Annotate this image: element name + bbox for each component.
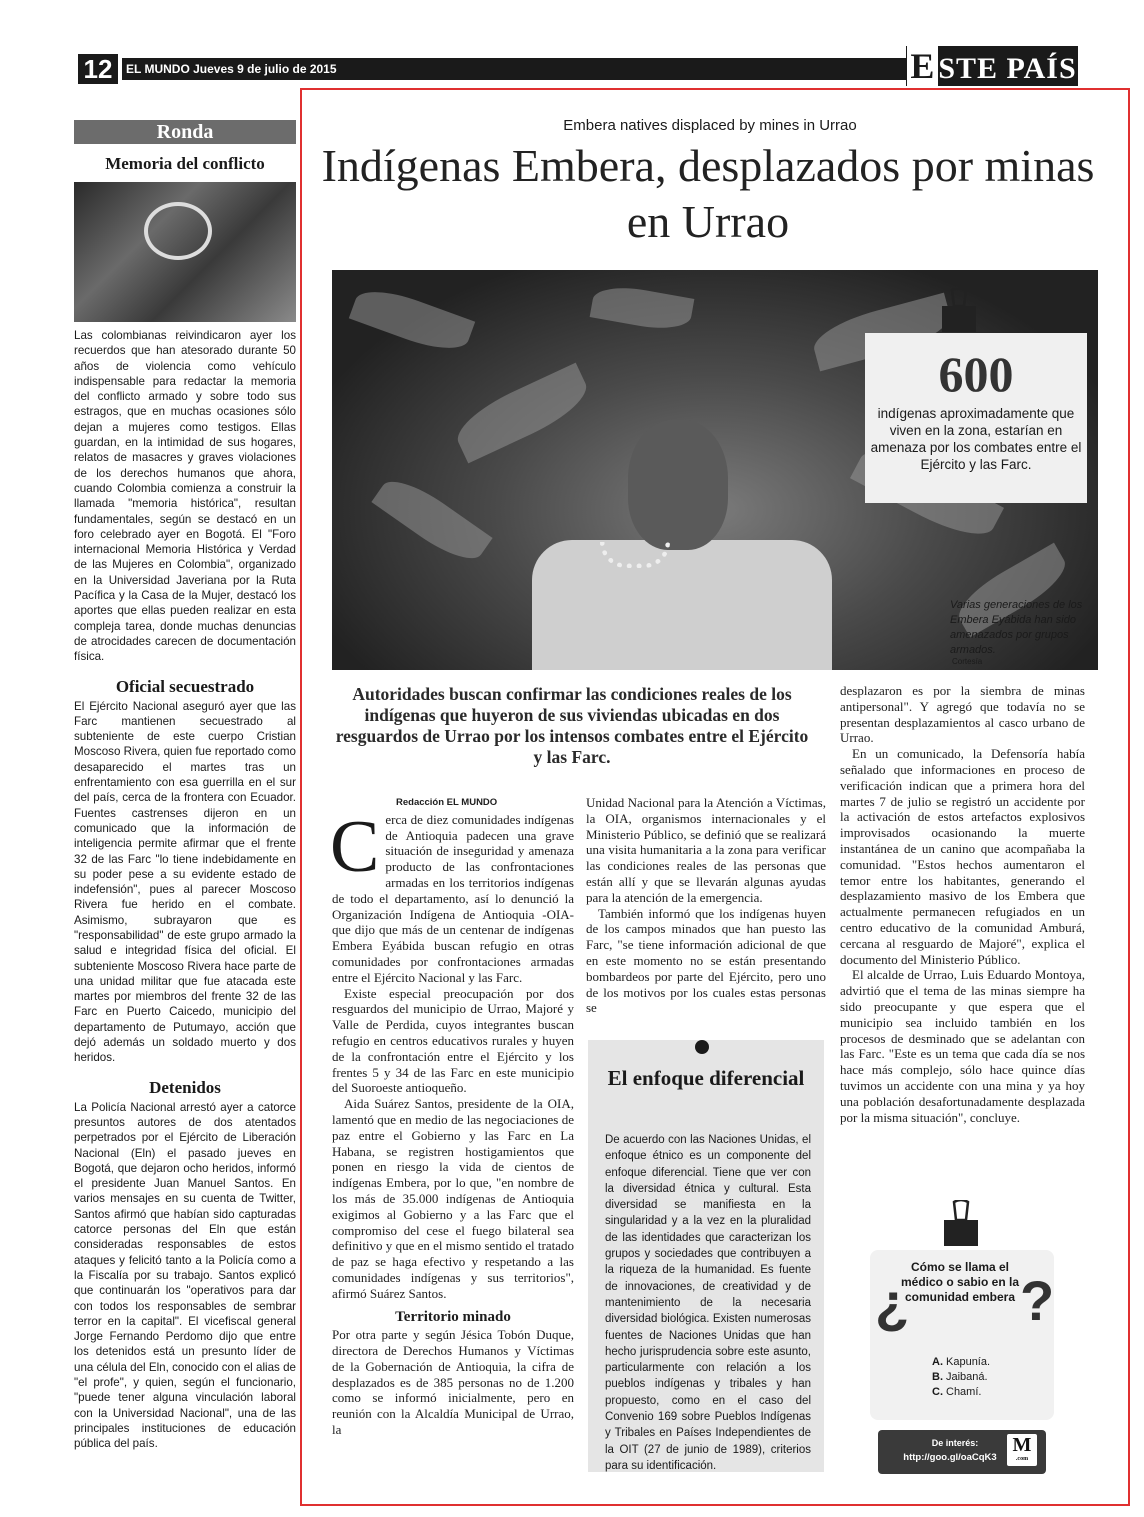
article-headline: Indígenas Embera, desplazados por minas en Urrao [321, 140, 1095, 247]
sidebar-text: De acuerdo con las Naciones Unidas, el enfoque étnico es un componente del enfoque diferencial. Tiene que ver con la diversidad étnica y cultural. Esta diversidad se manifiesta en la singularidad y a la vez en la pluralidad de las identidades que caracterizan los grupos y sociedades que contribuyen a la riqueza de la humanidad. Es fuente de innovaciones, de creatividad y de mantenimiento de la necesaria diversidad biológica. Existen numerosas fuentes de Naciones Unidas que han hecho jurisprudencia sobre este asunto, particularmente con relación a los pueblos indígenas y tribales y han propuesto, como en el caso del Convenio 169 sobre Pueblos Indígenas y Tribales en Países Independientes de la OIT (27 de junio de 1989), criterios para su identificación. [605, 1134, 811, 1472]
article-paragraph: desplazaron es por la siembra de minas antipersonal". Y agregó que todavía no se presentan desplazamientos al casco urbano de Urrao. [840, 683, 1085, 746]
stat-number: 600 [938, 346, 1014, 402]
left-heading-detenidos: Detenidos [149, 1077, 221, 1097]
quiz-options [932, 1355, 990, 1400]
sidebar-title: El enfoque diferencial [607, 1066, 805, 1090]
article-paragraph: En un comunicado, la Defensoría había señalado que informaciones en proceso de verificación indican que a primera hora del martes 7 de julio se registró un accidente por la activación de estos artefactos explosivos improvisados ocasionando la muerte instantánea de un canino que acompañaba la comunidad. "Estos hechos aumentaron el temor entre los habitantes, generando el desplazamiento masivo de los Embera que actualmente permanecen refugiados en un centro educativo de la comunidad Amburá, cercana al resguardo de Majoré", explica el documento del Ministerio Público. [840, 746, 1085, 967]
quiz-option: A. Kapunía. [932, 1356, 991, 1368]
left-heading-oficial: Oficial secuestrado [115, 676, 255, 696]
question-mark-close-icon: ? [1020, 1269, 1055, 1332]
question-mark-open-icon: ¿ [875, 1271, 910, 1334]
article-deck: Autoridades buscan confirmar las condiciones reales de los indígenas que huyeron de sus viviendas ubicadas en dos resguardos de Urrao por los intensos combates entre el Ejército y las Farc. [335, 684, 809, 767]
ronda-banner: Ronda [74, 120, 296, 144]
article-paragraph: Aida Suárez Santos, presidente de la OIA, lamentó que en medio de las negociaciones de paz entre el Gobierno y las Farc en La Habana, se registren hostigamientos que ponen en riesgo la vida de cientos de indígenas Embera, por lo que, "en nombre de los más de 35.000 indígenas de Antioquia exigimos al Gobierno y a las Farc que el compromiso del cese el fuego bilateral sea definitivo y que en el mismo sentido el tratado de paz se haga efectivo y respetando a las comunidades indígenas y sus territorios", afirmó Suárez Santos. [332, 1096, 574, 1301]
left-paragraph-detenidos: La Policía Nacional arrestó ayer a catorce presuntos autores de dos atentados perpetrados por el Ejército de Liberación Nacional (Eln) el pasado jueves en Bogotá, que dejaron ocho heridos, informó el presidente Juan Manuel Santos. En varios mensajes en su cuenta de Twitter, Santos afirmó que habían sido capturadas catorce personas del Eln que están consideradas responsables de estos ataques y felicitó tanto a la Policía como a la Fiscalía por su trabajo. Santos explicó que continuarán los "operativos para dar con todos los responsables de sembrar terror en la capital". El vicefiscal general Jorge Fernando Perdomo dijo que entre los detenidos está un presunto líder de una célula del Eln, conocido con el alias de "el profe", y quien, según el funcionario, "puede tener alguna vinculación laboral con la Universidad Nacional", una de las principales instituciones de educación pública del país. [74, 1100, 296, 1451]
stat-description: indígenas aproximadamente que viven en la zona, estarían en amenaza por los combates entre el Ejército y las Farc. [870, 406, 1082, 472]
left-column [74, 120, 296, 1451]
article-kicker: Embera natives displaced by mines in Urrao [563, 117, 857, 134]
logo-letter: M [1012, 1434, 1032, 1456]
subhead-territorio: Territorio minado [395, 1308, 511, 1325]
byline: Redacción EL MUNDO [396, 797, 498, 808]
left-heading-memoria: Memoria del conflicto [105, 154, 265, 173]
article-paragraph: También informó que los indígenas huyen de los campos minados que han puesto las Farc, "se tiene información adicional de que en este momento no se están presentando bombardeos por parte del Ejército, pero uno de los motivos por los cuales estas personas se [586, 905, 826, 1016]
article-paragraph: erca de diez comunidades indígenas de Antioquia padecen una grave situación de inseguridad y amenaza producto de las confrontaciones armadas en los territorios indígenas de todo el departamento, así lo denunció la Organización Indígena de Antioquia -OIA- que dijo que más de un centenar de indígenas Embera Eyábida buscan refugio en otras comunidades por confrontaciones armadas entre el Ejército Nacional y las Farc. [332, 811, 574, 985]
bullet-dot-icon [695, 1040, 709, 1054]
link-url[interactable]: http://goo.gl/oaCqK3 [903, 1452, 997, 1463]
article-paragraph: Por otra parte y según Jésica Tobón Duque, directora de Derechos Humanos y Víctimas de la Gobernación de Antioquia, la cifra de desplazados es de 385 personas no de 1.200 como se informó inicialmente, pero en reunión con la Alcaldía Municipal de Urrao, la [332, 1327, 574, 1438]
el-mundo-logo [1007, 1434, 1037, 1466]
page-header [78, 46, 1078, 86]
section-name: STE PAÍS [938, 52, 1077, 85]
quiz-question: Cómo se llama el médico o sabio en la comunidad embera [900, 1260, 1020, 1304]
masthead-text: EL MUNDO Jueves 9 de julio de 2015 [126, 62, 337, 76]
article-paragraph: Unidad Nacional para la Atención a Víctimas, la OIA, organismos internacionales y el Ministerio Público, se definió que se realizará una visita humanitaria a la zona para verificar las condiciones reales de las personas que están allí y que se llevarán algunas ayudas para la atención de la emergencia. [586, 795, 826, 905]
logo-suffix: .com [1015, 1456, 1029, 1462]
article-paragraph: El alcalde de Urrao, Luis Eduardo Montoya, advirtió que el tema de las minas siempre ha sido preocupante y que espera que el municipio sea incluido también en los procesos de desminado que se adelantan con las Farc. "Este es un tema que cada día se nos hace más complejo, sólo hace quince días tuvimos un accidente con una mina y ya hoy una población desafortunadamente desplazada por la misma situación", concluye. [840, 967, 1085, 1125]
binder-clip-icon [938, 288, 980, 334]
page-number: 12 [78, 54, 118, 84]
photo-caption: Varias generaciones de los Embera Eyábida han sido amenazados por grupos armados. [950, 599, 1083, 656]
left-paragraph-memoria: Las colombianas reivindicaron ayer los recuerdos que han atesorado durante 50 años de violencia como vehículo indispensable para redactar la memoria del conflicto armado y sobre todo sus estragos, que en muchas ocasiones sólo dejan a mujeres como testigos. Ellas guardan, en la intimidad de sus hogares, relatos de masacres y graves violaciones de los derechos humanos que ahora, cuando Colombia comienza a construir la llamada "memoria histórica", resultan fundamentales, según se destacó en un foro celebrado ayer en Bogotá. El "Foro internacional Memoria Histórica y Verdad de las Mujeres en Colombia", organizado en la Universidad Javeriana por la Ruta Pacífica y la Casa de la Mujer, destacó los aportes que ellas pueden realizar en esta compleja tarea, donde muchas denuncias de atrocidades carecen de documentación física. [74, 329, 296, 664]
left-paragraph-oficial: El Ejército Nacional aseguró ayer que las Farc mantienen secuestrado al subteniente de este cuerpo Cristian Moscoso Rivera, quien fue reportado como desaparecido el martes tras un enfrentamiento con esa guerrilla en el sur del país, cerca de la frontera con Ecuador. Fuentes castrenses dijeron en un comunicado que la información de inteligencia permite afirmar que el frente 32 de las Farc "lo tiene indebidamente en su poder pese a su evidente estado de indefensión", pues al parecer Moscoso Rivera fue herido en el combate. Asimismo, subrayaron que es "responsabilidad" de este grupo armado la salud e integridad física del oficial. El subteniente Moscoso Rivera hace parte de una unidad militar que fue atacada este martes por miembros del frente 32 de las Farc en Puerto Caicedo, municipio del departamento de Putumayo, acción que dejó además un soldado muerto y dos heridos. [74, 699, 296, 1065]
photo-credit: Cortesía [952, 657, 983, 666]
article-paragraph: Existe especial preocupación por dos resguardos del municipio de Urrao, Majoré y Valle de Perdida, cuyos integrantes buscan refugio en centros educativos rurales y huyen de la confrontación entre el Ejército y los frentes 5 y 34 de las Farc en este municipio del Suoroeste antioqueño. [332, 985, 574, 1096]
article-column-3 [840, 683, 1085, 1125]
quiz-option: C. Chamí. [932, 1386, 982, 1398]
section-initial: E [907, 46, 938, 86]
link-label: De interés: [931, 1438, 979, 1448]
section-label [906, 46, 1078, 86]
binder-clip-icon [940, 1200, 982, 1248]
article-column-1 [332, 795, 574, 1438]
drop-cap: C [330, 805, 380, 888]
memoria-photo [74, 182, 296, 322]
quiz-option: B. Jaibaná. [932, 1371, 988, 1383]
article-column-2 [586, 795, 826, 1016]
